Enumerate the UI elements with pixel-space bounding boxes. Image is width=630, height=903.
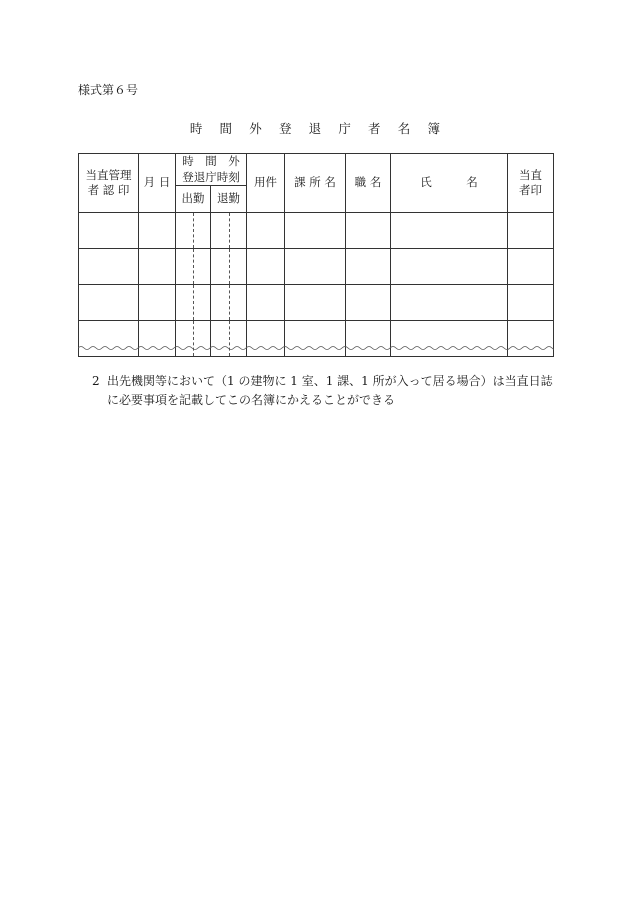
table-cell bbox=[285, 249, 346, 285]
title-char: 外 bbox=[249, 121, 262, 136]
table-cell bbox=[79, 213, 139, 249]
table-cell bbox=[176, 213, 211, 249]
title-char: 名 bbox=[397, 121, 411, 136]
register-table bbox=[78, 153, 554, 357]
table-cell bbox=[285, 213, 346, 249]
table-cell bbox=[391, 213, 508, 249]
table-cell bbox=[346, 213, 391, 249]
table-row bbox=[79, 285, 554, 321]
note-number: 2 bbox=[92, 374, 100, 388]
header-position: 職 名 bbox=[346, 154, 391, 213]
table-cell bbox=[139, 285, 176, 321]
table-cell bbox=[508, 213, 554, 249]
table-cell bbox=[346, 249, 391, 285]
table-cell bbox=[346, 285, 391, 321]
title-char: 退 bbox=[308, 121, 322, 136]
form-number: 様式第６号 bbox=[78, 83, 139, 97]
table-cell bbox=[176, 285, 211, 321]
title-char: 登 bbox=[278, 121, 292, 136]
document-title bbox=[0, 119, 630, 137]
table-cell bbox=[139, 213, 176, 249]
note-paragraph bbox=[92, 372, 562, 410]
title-char: 時 bbox=[189, 121, 203, 136]
header-business: 用件 bbox=[247, 154, 285, 213]
torn-edge-line bbox=[78, 344, 554, 352]
table-cell bbox=[247, 285, 285, 321]
table-cell bbox=[391, 285, 508, 321]
note-text: 出先機関等において（1 の建物に 1 室、1 課、1 所が入って居る場合）は当直日誌に必要事項を記載してこの名簿にかえることができる bbox=[107, 374, 553, 407]
table-cell bbox=[211, 285, 247, 321]
table-cell bbox=[211, 249, 247, 285]
header-clock-out: 退勤 bbox=[211, 186, 247, 213]
header-overtime-times: 時 間 外 登退庁時刻 bbox=[176, 154, 247, 186]
header-duty-seal: 当直 者印 bbox=[508, 154, 554, 213]
title-char: 者 bbox=[368, 121, 381, 136]
table-cell bbox=[139, 249, 176, 285]
header-month-day: 月 日 bbox=[139, 154, 176, 213]
table-cell bbox=[176, 249, 211, 285]
title-char: 庁 bbox=[338, 121, 352, 136]
table-cell bbox=[247, 213, 285, 249]
table-row bbox=[79, 249, 554, 285]
table-row bbox=[79, 213, 554, 249]
table-cell bbox=[391, 249, 508, 285]
table-cell bbox=[508, 285, 554, 321]
table-cell bbox=[508, 249, 554, 285]
table-cell bbox=[79, 249, 139, 285]
header-clock-in: 出勤 bbox=[176, 186, 211, 213]
header-name: 氏 名 bbox=[391, 154, 508, 213]
header-manager-approval: 当直管理 者 認 印 bbox=[79, 154, 139, 213]
title-char: 間 bbox=[219, 121, 233, 136]
table-cell bbox=[79, 285, 139, 321]
title-char: 簿 bbox=[427, 121, 441, 136]
table-cell bbox=[247, 249, 285, 285]
table-cell bbox=[211, 213, 247, 249]
table-cell bbox=[285, 285, 346, 321]
header-section-name: 課 所 名 bbox=[285, 154, 346, 213]
